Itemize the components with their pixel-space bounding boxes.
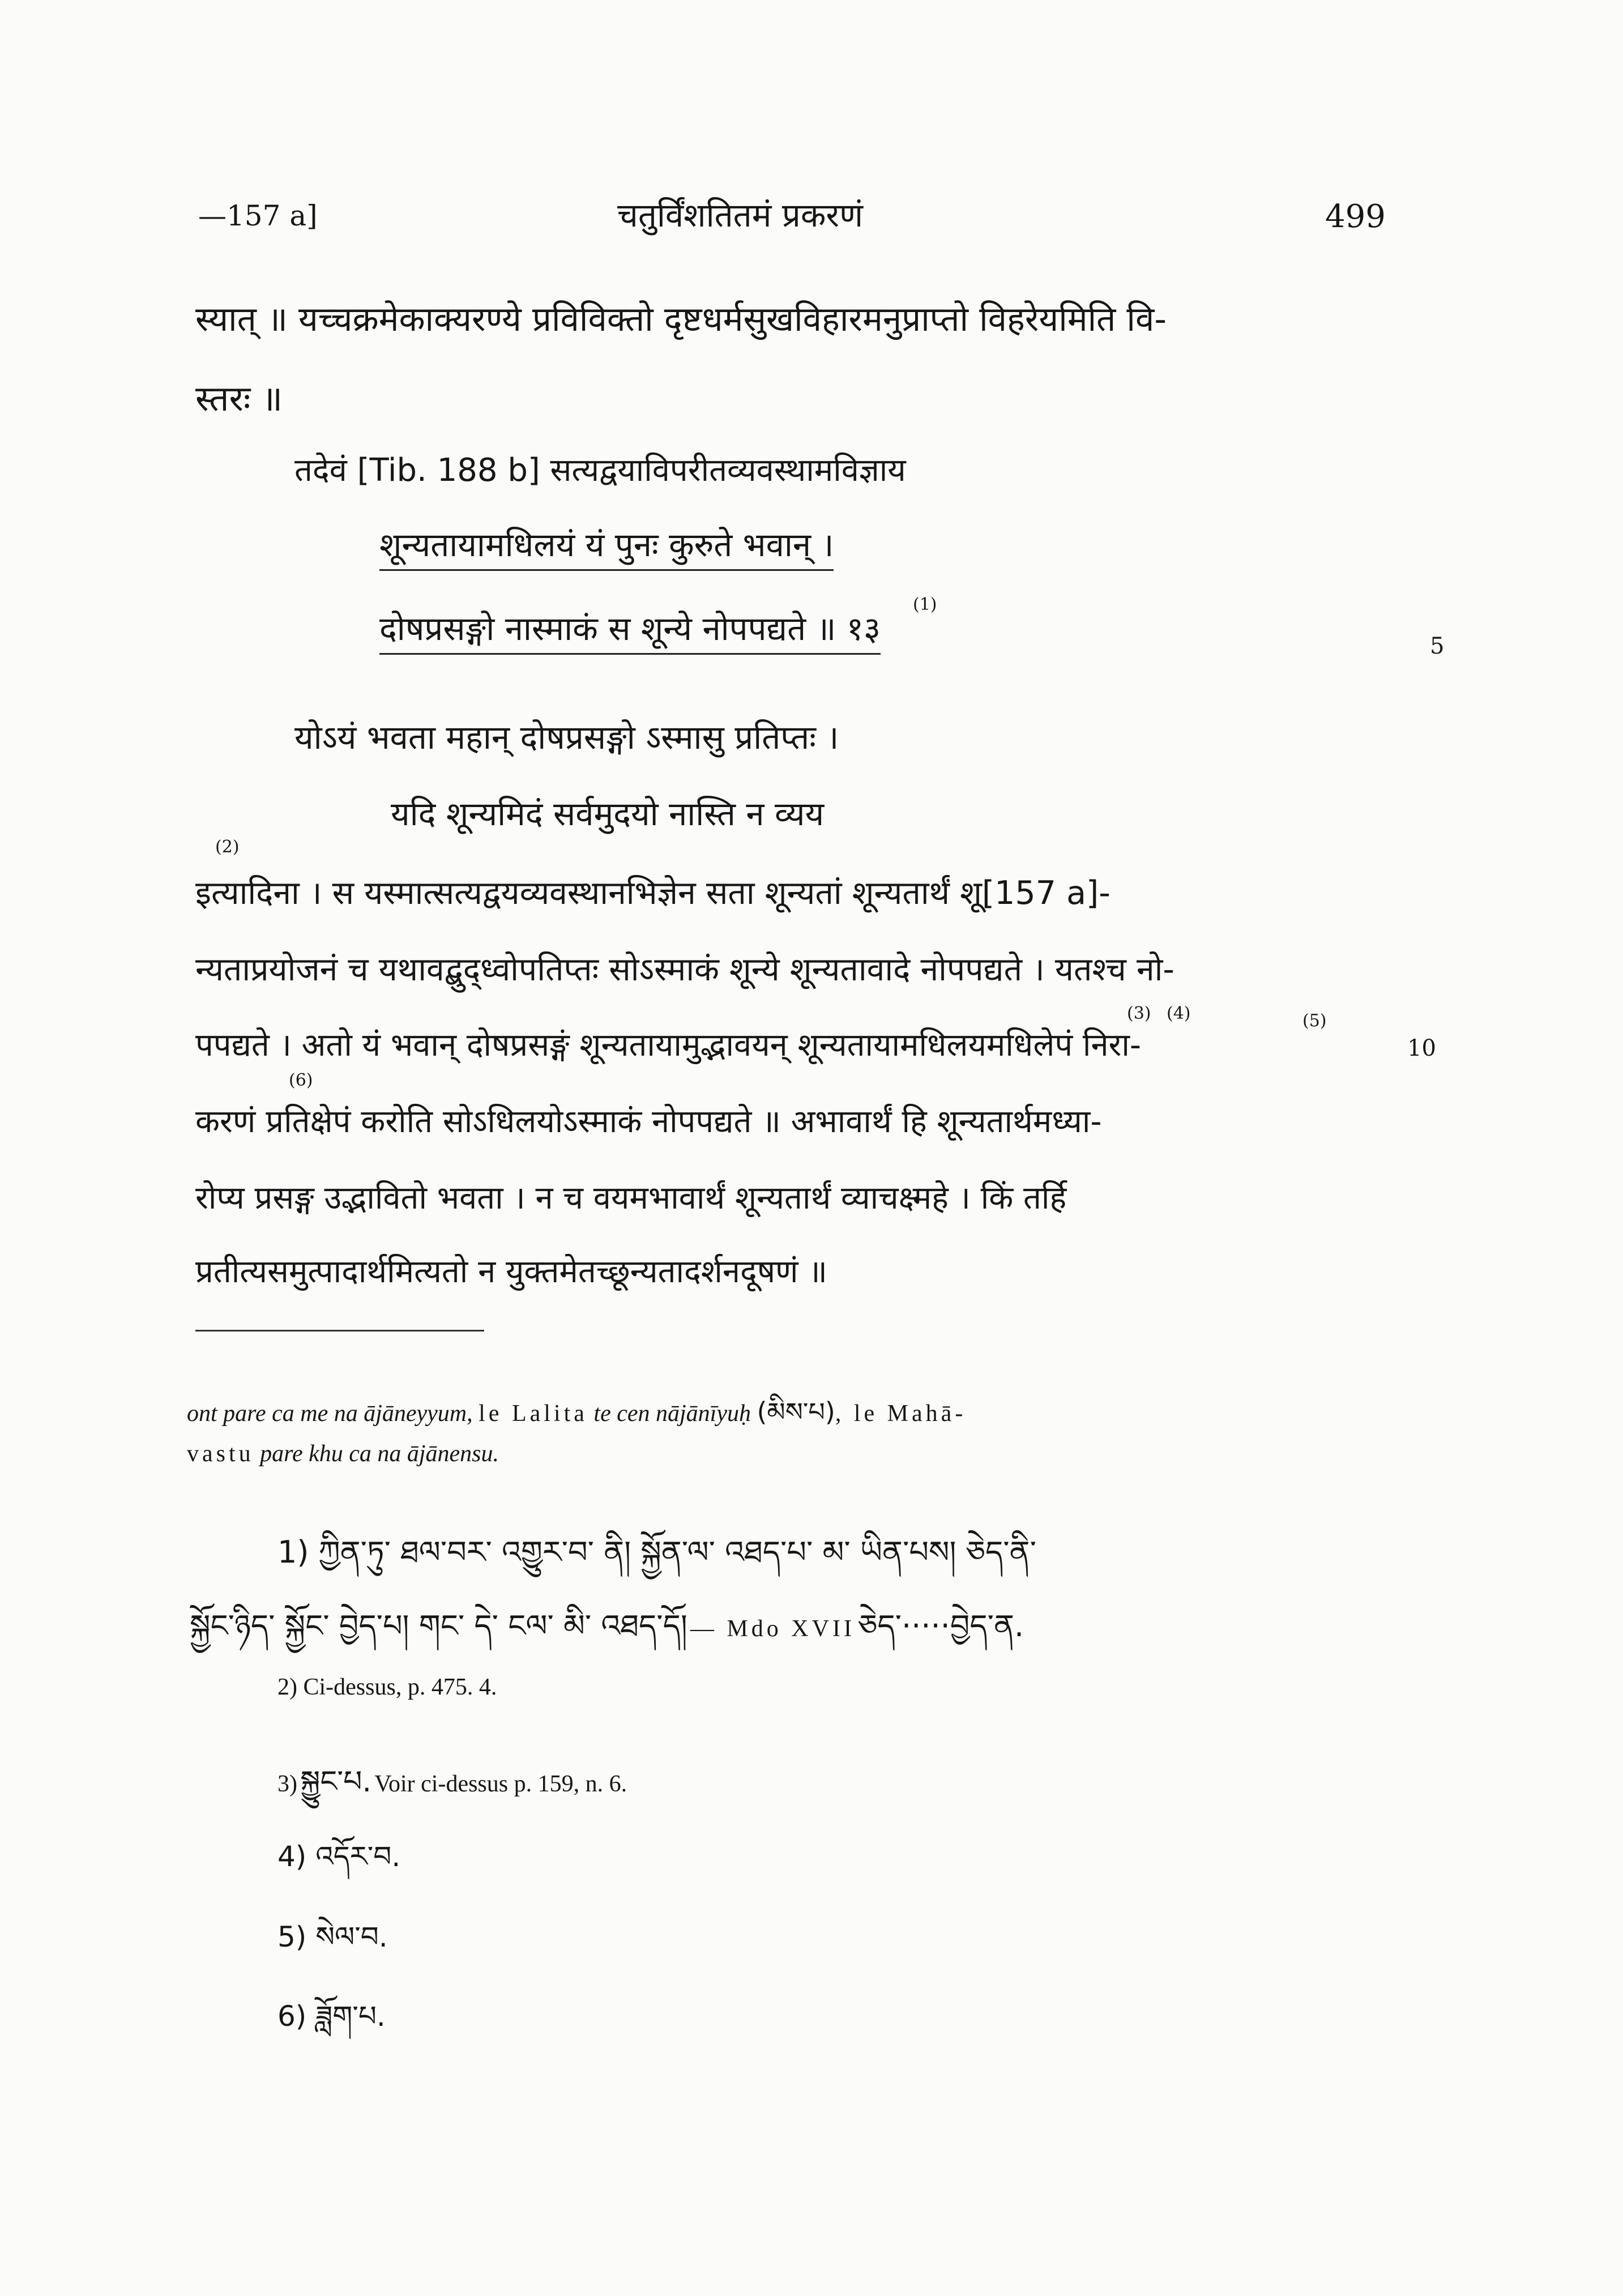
page-number: 499 xyxy=(1325,198,1386,235)
footnote-5: 5) སེལ་བ. xyxy=(277,1921,388,1953)
footnote-ref-3: (3) xyxy=(1127,1004,1151,1023)
footnote-italic-a: ont pare ca me na ājāneyyum, xyxy=(187,1401,473,1427)
margin-line-5: 5 xyxy=(1430,633,1445,659)
text-line-7: यदि शून्यमिदं सर्वमुदयो नास्ति न व्यय xyxy=(391,795,825,833)
text-line-3: तदेवं [Tib. 188 b] सत्यद्वयाविपरीतव्यवस्थामविज्ञाय xyxy=(294,452,906,489)
verse-line-2: दोषप्रसङ्गो नास्माकं स शून्ये नोपपद्यते ॥ १३ xyxy=(379,605,881,655)
footnote-3-text: Voir ci-dessus p. 159, n. 6. xyxy=(374,1771,627,1797)
footnote-ref-4: (4) xyxy=(1167,1004,1191,1023)
footnote-1-tibetan-end: ཅེད་·····བྱེད་ན. xyxy=(858,1608,1024,1644)
footnote-ref-1: (1) xyxy=(913,595,937,614)
text-line-12: रोप्य प्रसङ्ग उद्भावितो भवता । न च वयमभावार्थं शून्यतार्थं व्याचक्ष्महे । किं तर्हि xyxy=(195,1180,1067,1217)
footnote-1-line-2 xyxy=(190,1591,1024,1678)
running-head-left: —157 a] xyxy=(198,199,318,232)
text-line-1: स्यात् ॥ यच्चक्रमेकाक्यरण्ये प्रविविक्तो दृष्टधर्मसुखविहारमनुप्राप्तो विहरेयमिति वि- xyxy=(195,300,1167,339)
footnote-continuation-line-2 xyxy=(187,1440,499,1467)
text-line-11: करणं प्रतिक्षेपं करोति सोऽधिलयोऽस्माकं नोपपद्यते ॥ अभावार्थं हि शून्यतार्थमध्या- xyxy=(195,1103,1102,1140)
footnote-italic-c: te cen nājānīyuḥ xyxy=(593,1401,751,1427)
footnote-3 xyxy=(277,1749,627,1832)
footnote-italic-g: pare khu ca na ājānensu. xyxy=(260,1441,499,1467)
footnote-1-line-1: 1) ཀྱིན་ཏུ་ ཐལ་བར་ འགྱུར་བ་ ནི། སྐྱོན་ལ་ འཐད་པ་ མ་ ཡིན་པས། ཅེད་ནི་ xyxy=(277,1534,1036,1570)
footnote-tibetan-d: (མིས་པ) xyxy=(757,1397,835,1427)
footnote-1-tibetan: སྐྱོང་ཉིད་ སྐྱོང་ བྱེད་པ། གང་ དེ་ ངལ་ མི་ འཐད་དོ། xyxy=(190,1608,687,1644)
footnote-3-number: 3) xyxy=(277,1771,297,1797)
text-line-6: योऽयं भवता महान् दोषप्रसङ्गो ऽस्मासु प्रतिप्तः । xyxy=(294,718,839,757)
text-line-2: स्तरः ॥ xyxy=(195,378,283,419)
footnote-6: 6) ཟློག་པ. xyxy=(277,2000,386,2033)
running-head-title: चतुर्विंशतितमं प्रकरणं xyxy=(617,196,864,234)
footnote-text-e: , le Mahā- xyxy=(835,1401,967,1427)
text-line-10: पपद्यते । अतो यं भवान् दोषप्रसङ्गं शून्यतायामुद्भावयन् शून्यतायामधिलयमधिलेपं निरा- xyxy=(195,1027,1142,1064)
footnote-rule xyxy=(195,1330,484,1331)
text-line-13: प्रतीत्यसमुत्पादार्थमित्यतो न युक्तमेतच्छून्यतादर्शनदूषणं ॥ xyxy=(195,1253,827,1290)
footnote-ref-2: (2) xyxy=(215,837,240,857)
footnote-2: 2) Ci-dessus, p. 475. 4. xyxy=(277,1674,497,1700)
text-line-9: न्यताप्रयोजनं च यथावद्बुद्ध्वोपतिप्तः सोऽस्माकं शून्ये शून्यतावादे नोपपद्यते । यतश्च नो- xyxy=(195,951,1174,988)
footnote-3-tibetan: སྐྱུང་པ. xyxy=(300,1765,371,1799)
footnote-text-b: le Lalita xyxy=(479,1401,588,1427)
footnote-4: 4) འདོར་བ. xyxy=(277,1840,401,1873)
footnote-ref-5: (5) xyxy=(1302,1011,1327,1031)
footnote-1-reference: — Mdo XVII xyxy=(690,1616,855,1642)
footnote-ref-6: (6) xyxy=(289,1070,313,1090)
verse-line-1: शून्यतायामधिलयं यं पुनः कुरुते भवान् । xyxy=(379,521,834,571)
text-line-8: इत्यादिना । स यस्मात्सत्यद्वयव्यवस्थानभिज्ञेन सता शून्यतां शून्यतार्थं शू[157 a]- xyxy=(195,874,1111,912)
margin-line-10: 10 xyxy=(1407,1035,1436,1061)
footnote-text-f: vastu xyxy=(187,1441,254,1467)
